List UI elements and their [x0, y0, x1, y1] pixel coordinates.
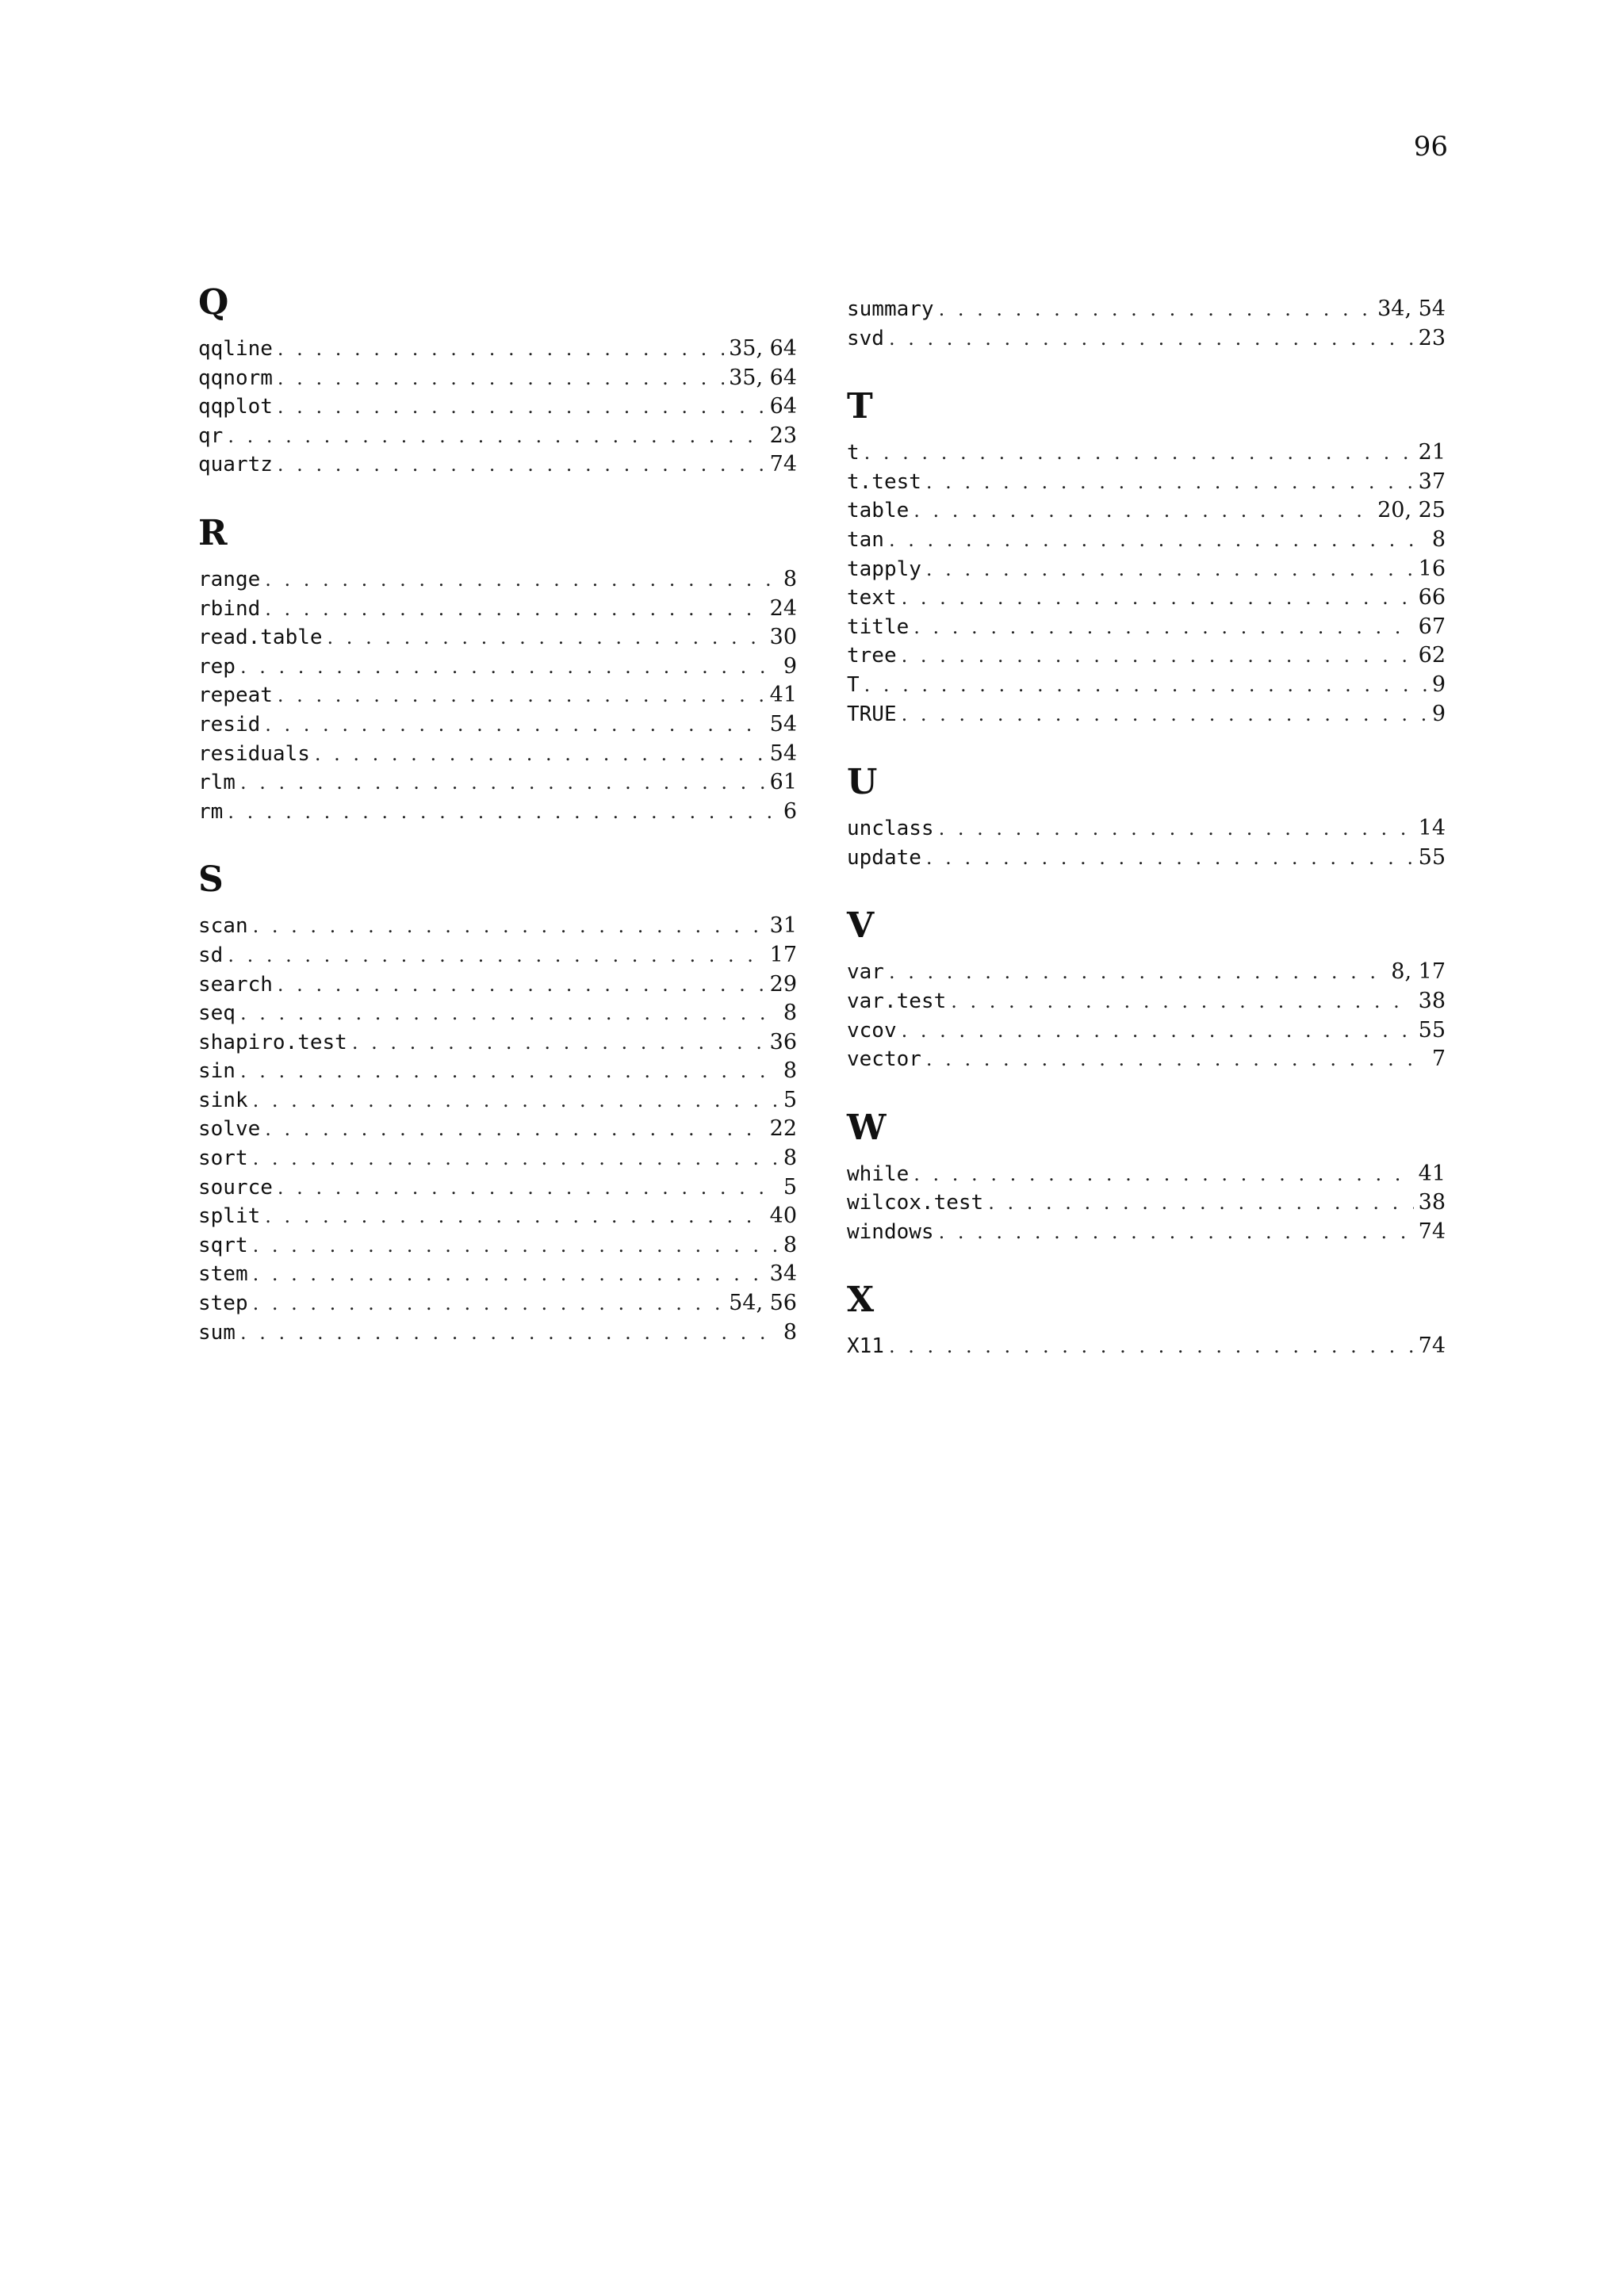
section-letter-heading: T — [847, 386, 873, 427]
dot-leader — [253, 1147, 779, 1169]
index-term: while — [847, 1161, 910, 1186]
index-entry — [198, 1261, 797, 1291]
index-term: t.test — [847, 469, 921, 494]
index-term: qqnorm — [198, 365, 273, 390]
index-entry-list — [198, 567, 797, 828]
index-entry-list — [847, 440, 1446, 730]
index-term: sum — [198, 1320, 236, 1345]
index-entry — [847, 643, 1446, 672]
dot-leader — [889, 327, 1414, 350]
index-page-refs: 54 — [769, 740, 797, 766]
index-term: scan — [198, 914, 248, 939]
index-term: residuals — [198, 741, 310, 766]
dot-leader — [939, 817, 1414, 840]
index-page-refs: 41 — [769, 683, 797, 708]
dot-leader — [352, 1031, 765, 1054]
index-page-refs: 31 — [769, 913, 797, 939]
index-entry — [198, 654, 797, 683]
index-term: seq — [198, 1001, 236, 1026]
dot-leader — [889, 961, 1386, 983]
index-term: windows — [847, 1219, 934, 1244]
index-page-refs: 6 — [783, 798, 797, 824]
index-entry — [847, 527, 1446, 557]
dot-leader — [253, 1089, 779, 1112]
index-term: title — [847, 614, 910, 639]
index-term: unclass — [847, 817, 934, 841]
index-entry — [847, 440, 1446, 469]
index-page-refs: 34 — [769, 1261, 797, 1287]
index-entry — [198, 336, 797, 365]
dot-leader — [240, 771, 765, 794]
section-spacer — [847, 1076, 1446, 1111]
dot-leader — [253, 1292, 724, 1314]
index-entry — [198, 452, 797, 481]
index-term: read.table — [198, 626, 323, 650]
dot-leader — [278, 367, 724, 389]
index-section — [847, 1280, 1446, 1363]
index-column-left — [198, 282, 797, 1349]
index-page-refs: 8 — [1431, 526, 1446, 552]
index-page-refs: 38 — [1418, 988, 1446, 1013]
index-term: tapply — [847, 557, 921, 581]
section-spacer — [847, 730, 1446, 765]
index-column-right — [847, 297, 1446, 1363]
index-page-refs: 74 — [1418, 1219, 1446, 1244]
index-entry-list — [198, 336, 797, 481]
index-entry — [847, 845, 1446, 874]
index-page-refs: 74 — [1418, 1334, 1446, 1359]
index-page-refs: 74 — [769, 452, 797, 477]
index-page-refs: 24 — [769, 595, 797, 621]
dot-leader — [926, 558, 1414, 580]
index-term: stem — [198, 1262, 248, 1287]
index-entry — [198, 567, 797, 596]
index-term: source — [198, 1175, 273, 1200]
index-entry-list — [847, 959, 1446, 1075]
dot-leader — [278, 974, 765, 996]
index-page-refs: 7 — [1431, 1047, 1446, 1072]
index-term: update — [847, 845, 921, 870]
index-page-refs: 8 — [783, 1001, 797, 1026]
dot-leader — [327, 626, 765, 649]
index-term: sin — [198, 1059, 236, 1084]
index-entry — [847, 1190, 1446, 1219]
index-entry — [198, 1291, 797, 1320]
section-spacer — [198, 481, 797, 516]
dot-leader — [278, 1177, 779, 1199]
dot-leader — [914, 616, 1413, 638]
index-page-refs: 62 — [1418, 643, 1446, 668]
dot-leader — [278, 684, 765, 706]
section-spacer — [847, 1248, 1446, 1283]
dot-leader — [265, 568, 779, 591]
index-entry — [847, 1047, 1446, 1076]
index-page-refs: 8 — [783, 566, 797, 591]
index-page-refs: 14 — [1418, 816, 1446, 841]
index-term: rep — [198, 654, 236, 679]
index-term: rbind — [198, 596, 261, 621]
index-page-refs: 9 — [783, 653, 797, 679]
index-entry — [847, 1334, 1446, 1363]
index-page-refs: 35, 64 — [729, 365, 797, 390]
section-letter-heading: Q — [198, 282, 229, 323]
index-page-refs: 20, 25 — [1377, 498, 1446, 523]
index-term: sort — [198, 1146, 248, 1171]
index-term: sd — [198, 943, 224, 967]
index-page-refs: 5 — [783, 1174, 797, 1200]
dot-leader — [889, 529, 1427, 551]
index-entry — [198, 1088, 797, 1117]
index-term: step — [198, 1292, 248, 1316]
index-term: quartz — [198, 453, 273, 477]
index-term: qqplot — [198, 395, 273, 419]
dot-leader — [914, 1163, 1413, 1185]
index-entry — [847, 1219, 1446, 1249]
index-page-refs: 36 — [769, 1029, 797, 1054]
dot-leader — [951, 990, 1413, 1012]
index-term: sqrt — [198, 1233, 248, 1257]
dot-leader — [265, 598, 764, 620]
dot-leader — [914, 499, 1373, 522]
index-term: tree — [847, 644, 897, 668]
index-page-refs: 61 — [769, 770, 797, 795]
index-entry — [198, 683, 797, 712]
index-entry — [198, 625, 797, 654]
dot-leader — [253, 915, 765, 937]
index-page-refs: 8, 17 — [1391, 959, 1446, 985]
dot-leader — [889, 1335, 1414, 1357]
dot-leader — [228, 425, 764, 447]
index-entry-list — [847, 1334, 1446, 1363]
index-page-refs: 55 — [1418, 1017, 1446, 1043]
index-entry — [847, 702, 1446, 731]
dot-leader — [864, 442, 1414, 464]
index-page-refs: 55 — [1418, 844, 1446, 870]
index-page-refs: 35, 64 — [729, 336, 797, 361]
index-page-refs: 9 — [1431, 672, 1446, 697]
index-entry — [847, 469, 1446, 499]
index-page-refs: 8 — [783, 1232, 797, 1257]
index-entry — [847, 498, 1446, 527]
index-section — [847, 905, 1446, 1075]
index-page-refs: 17 — [769, 942, 797, 967]
index-term: table — [847, 499, 910, 523]
index-entry — [198, 423, 797, 453]
index-term: T — [847, 672, 860, 697]
dot-leader — [864, 674, 1427, 696]
dot-leader — [926, 471, 1414, 493]
dot-leader — [902, 703, 1427, 725]
index-entry — [198, 394, 797, 423]
index-term: search — [198, 972, 273, 997]
index-page-refs: 54 — [769, 711, 797, 737]
index-term: X11 — [847, 1334, 884, 1359]
index-term: t — [847, 441, 860, 465]
dot-leader — [240, 656, 779, 678]
index-entry — [198, 1175, 797, 1204]
index-term: vector — [847, 1047, 921, 1072]
index-section — [198, 859, 797, 1349]
page-number: 96 — [1413, 131, 1448, 163]
index-term: rm — [198, 799, 224, 824]
dot-leader — [315, 743, 765, 765]
index-entry — [198, 1320, 797, 1349]
index-page-refs: 23 — [769, 423, 797, 448]
section-spacer — [847, 874, 1446, 909]
section-spacer — [847, 354, 1446, 389]
index-section — [198, 282, 797, 481]
index-entry — [198, 799, 797, 828]
index-page-refs: 16 — [1418, 556, 1446, 581]
index-entry — [198, 770, 797, 799]
index-term: sink — [198, 1088, 248, 1112]
index-page-refs: 66 — [1418, 585, 1446, 610]
index-entry — [198, 1116, 797, 1146]
dot-leader — [265, 1205, 764, 1227]
index-entry — [847, 585, 1446, 614]
index-term: qqline — [198, 337, 273, 361]
index-page-refs: 21 — [1418, 440, 1446, 465]
index-entry — [198, 712, 797, 741]
index-entry — [847, 557, 1446, 586]
index-entry-list — [847, 297, 1446, 354]
index-page-refs: 67 — [1418, 614, 1446, 639]
dot-leader — [926, 1048, 1427, 1070]
dot-leader — [265, 714, 764, 736]
dot-leader — [902, 1020, 1414, 1042]
index-entry — [847, 614, 1446, 644]
section-letter-heading: R — [198, 512, 228, 553]
index-entry — [198, 943, 797, 972]
dot-leader — [926, 847, 1414, 869]
index-entry — [847, 326, 1446, 355]
index-term: split — [198, 1204, 261, 1229]
index-section — [847, 297, 1446, 354]
section-letter-heading: W — [847, 1107, 887, 1148]
index-term: summary — [847, 297, 934, 321]
section-letter-heading: V — [847, 905, 875, 947]
dot-leader — [902, 645, 1414, 667]
dot-leader — [278, 338, 724, 360]
index-term: repeat — [198, 683, 273, 708]
index-entry — [847, 816, 1446, 845]
dot-leader — [253, 1234, 779, 1257]
index-page-refs: 30 — [769, 625, 797, 650]
index-term: svd — [847, 326, 884, 350]
dot-leader — [939, 1221, 1414, 1243]
index-section — [847, 762, 1446, 874]
dot-leader — [253, 1263, 765, 1285]
dot-leader — [228, 944, 764, 966]
index-entry — [847, 672, 1446, 702]
index-page-refs: 5 — [783, 1087, 797, 1112]
dot-leader — [240, 1060, 779, 1082]
index-term: rlm — [198, 771, 236, 795]
index-section — [198, 512, 797, 828]
index-page-refs: 9 — [1431, 701, 1446, 726]
index-entry — [198, 1030, 797, 1059]
index-term: var.test — [847, 989, 947, 1013]
dot-leader — [228, 801, 779, 823]
index-term: var — [847, 960, 884, 985]
index-entry-list — [847, 1161, 1446, 1249]
index-entry-list — [198, 913, 797, 1349]
section-letter-heading: U — [847, 762, 878, 803]
index-entry — [198, 1058, 797, 1088]
index-term: solve — [198, 1117, 261, 1142]
index-page-refs: 22 — [769, 1116, 797, 1142]
index-entry — [198, 1233, 797, 1262]
section-letter-heading: X — [847, 1280, 875, 1321]
index-term: TRUE — [847, 702, 897, 726]
index-term: wilcox.test — [847, 1191, 984, 1215]
index-page-refs: 34, 54 — [1377, 297, 1446, 321]
index-term: resid — [198, 712, 261, 737]
index-entry — [847, 1018, 1446, 1047]
index-page-refs: 38 — [1418, 1190, 1446, 1215]
index-page-refs: 8 — [783, 1058, 797, 1084]
dot-leader — [902, 587, 1414, 609]
dot-leader — [278, 396, 765, 418]
index-page-refs: 40 — [769, 1203, 797, 1229]
index-page-refs: 64 — [769, 394, 797, 419]
index-page-refs: 8 — [783, 1319, 797, 1345]
index-entry — [847, 297, 1446, 326]
index-entry-list — [847, 816, 1446, 874]
index-entry — [198, 1203, 797, 1233]
index-entry — [198, 596, 797, 626]
index-entry — [198, 1001, 797, 1030]
dot-leader — [240, 1322, 779, 1344]
dot-leader — [939, 298, 1373, 320]
index-page-refs: 37 — [1418, 469, 1446, 494]
index-entry — [198, 1146, 797, 1175]
index-term: range — [198, 567, 261, 591]
index-entry — [847, 1161, 1446, 1191]
index-term: shapiro.test — [198, 1030, 347, 1054]
index-entry — [198, 972, 797, 1001]
index-term: qr — [198, 423, 224, 448]
dot-leader — [265, 1118, 764, 1140]
dot-leader — [988, 1192, 1413, 1214]
dot-leader — [240, 1002, 779, 1024]
index-page-refs: 8 — [783, 1146, 797, 1171]
index-term: vcov — [847, 1018, 897, 1043]
index-entry — [847, 959, 1446, 989]
index-entry — [198, 365, 797, 395]
index-entry — [198, 741, 797, 771]
index-term: tan — [847, 527, 884, 552]
index-term: text — [847, 586, 897, 610]
section-spacer — [198, 828, 797, 863]
index-page-refs: 54, 56 — [729, 1291, 797, 1316]
section-letter-heading: S — [198, 859, 224, 901]
index-page-refs: 41 — [1418, 1161, 1446, 1186]
index-entry — [847, 989, 1446, 1018]
index-page-refs: 23 — [1418, 325, 1446, 350]
dot-leader — [278, 453, 765, 476]
index-section — [847, 386, 1446, 730]
index-section — [847, 1107, 1446, 1249]
index-entry — [198, 913, 797, 943]
index-page-refs: 29 — [769, 971, 797, 997]
